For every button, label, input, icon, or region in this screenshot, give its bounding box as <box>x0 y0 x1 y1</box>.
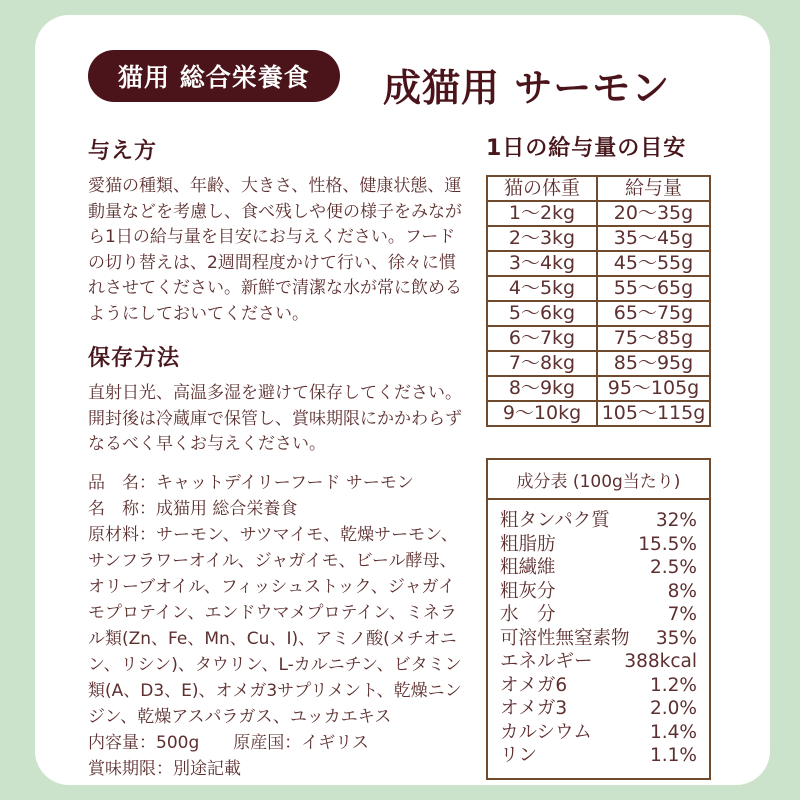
analysis-box <box>486 458 711 780</box>
feeding-table-header-weight: 猫の体重 <box>487 176 597 201</box>
feeding-table-header-amount: 給与量 <box>597 176 710 201</box>
nutrient-value: 35% <box>655 627 697 649</box>
product-name-line: 品 名：キャットデイリーフード サーモン <box>88 472 414 493</box>
nutrient-value: 2.0% <box>650 698 697 719</box>
nutrient-label: オメガ6 <box>500 674 568 696</box>
category-badge <box>88 50 340 102</box>
amount-cell: 65〜75g <box>597 301 710 326</box>
analysis-row <box>500 509 697 533</box>
nutrient-value: 8% <box>667 580 697 602</box>
feeding-table-header-row <box>487 176 710 201</box>
nutrient-value: 1.2% <box>650 674 697 696</box>
analysis-row <box>500 627 697 651</box>
label-card <box>35 15 770 785</box>
weight-cell: 7〜8kg <box>487 351 597 376</box>
table-row <box>487 301 710 326</box>
feeding-table-title: 1日の給与量の目安 <box>486 136 687 161</box>
nutrient-label: リン <box>500 745 538 766</box>
net-weight-origin-line: 内容量：500g 原産国：イギリス <box>88 732 369 753</box>
weight-cell: 8〜9kg <box>487 376 597 401</box>
table-row <box>487 326 710 351</box>
table-row <box>487 401 710 426</box>
table-row <box>487 226 710 251</box>
feeding-body: 愛猫の種類、年齢、大きさ、性格、健康状態、運動量などを考慮し、食べ残しや便の様子をみながら1日の給与量を目安にお与えください。フードの切り替えは、2週間程度かけて行い、徐々に慣れさせてください。新鮮で清潔な水が常に飲めるようにしておいてください。 <box>88 176 462 324</box>
left-column <box>88 134 466 782</box>
nutrient-label: 粗繊維 <box>500 557 556 578</box>
analysis-row <box>500 721 697 745</box>
analysis-row <box>500 603 697 627</box>
amount-cell: 95〜105g <box>597 376 710 401</box>
product-info <box>88 470 466 782</box>
right-column <box>486 131 713 780</box>
weight-cell: 9〜10kg <box>487 401 597 426</box>
analysis-row <box>500 650 697 674</box>
nutrient-label: カルシウム <box>500 721 592 743</box>
amount-cell: 85〜95g <box>597 351 710 376</box>
analysis-title: 成分表 (100g当たり) <box>488 460 709 500</box>
nutrient-label: 粗タンパク質 <box>500 510 610 531</box>
table-row <box>487 276 710 301</box>
weight-cell: 3〜4kg <box>487 251 597 276</box>
nutrient-value: 32% <box>655 510 697 531</box>
amount-cell: 105〜115g <box>597 401 710 426</box>
analysis-row <box>500 556 697 580</box>
weight-cell: 2〜3kg <box>487 226 597 251</box>
nutrient-label: 可溶性無窒素物 <box>500 627 630 649</box>
feeding-heading: 与え方 <box>88 139 158 164</box>
nutrient-value: 7% <box>667 604 697 625</box>
amount-cell: 75〜85g <box>597 326 710 351</box>
analysis-row <box>500 744 697 768</box>
product-category-line: 名 称：成猫用 総合栄養食 <box>88 498 298 519</box>
expiry-line: 賞味期限：別途記載 <box>88 758 241 779</box>
weight-cell: 1〜2kg <box>487 201 597 226</box>
nutrient-value: 15.5% <box>638 533 697 555</box>
analysis-row <box>500 533 697 557</box>
category-badge-label: 猫用 総合栄養食 <box>118 63 310 92</box>
table-row <box>487 201 710 226</box>
ingredients-line: 原材料：サーモン、サツマイモ、乾燥サーモン、サンフラワーオイル、ジャガイモ、ビール酵母、オリーブオイル、フィッシュストック、ジャガイモプロテイン、エンドウマメプロテイン、ミネラル類(Zn、Fe、Mn、Cu、I)、アミノ酸(メチオニン、リシン)、タウリン、L-カルニチン、ビタミン類(A、D3、E)、オメガ3サプリメント、乾燥ニンジン、乾燥アスパラガス、ユッカエキス <box>88 524 462 727</box>
weight-cell: 6〜7kg <box>487 326 597 351</box>
storage-body: 直射日光、高温多湿を避けて保存してください。開封後は冷蔵庫で保管し、賞味期限にかかわらずなるべく早くお与えください。 <box>88 383 462 454</box>
nutrient-label: 粗灰分 <box>500 580 556 602</box>
table-row <box>487 351 710 376</box>
weight-cell: 4〜5kg <box>487 276 597 301</box>
analysis-row <box>500 580 697 604</box>
analysis-rows <box>488 500 709 778</box>
storage-heading: 保存方法 <box>88 346 181 371</box>
table-row <box>487 376 710 401</box>
nutrient-value: 1.4% <box>650 721 697 743</box>
nutrient-label: オメガ3 <box>500 698 568 719</box>
feeding-table <box>486 175 711 427</box>
table-row <box>487 251 710 276</box>
nutrient-label: 粗脂肪 <box>500 533 556 555</box>
nutrient-label: エネルギー <box>500 651 593 672</box>
analysis-row <box>500 674 697 698</box>
nutrient-label: 水 分 <box>500 604 556 625</box>
amount-cell: 20〜35g <box>597 201 710 226</box>
amount-cell: 45〜55g <box>597 251 710 276</box>
nutrient-value: 388kcal <box>624 651 697 672</box>
product-title: 成猫用 サーモン <box>383 66 671 110</box>
nutrient-value: 2.5% <box>650 557 697 578</box>
analysis-row <box>500 697 697 721</box>
amount-cell: 35〜45g <box>597 226 710 251</box>
weight-cell: 5〜6kg <box>487 301 597 326</box>
nutrient-value: 1.1% <box>650 745 697 766</box>
amount-cell: 55〜65g <box>597 276 710 301</box>
